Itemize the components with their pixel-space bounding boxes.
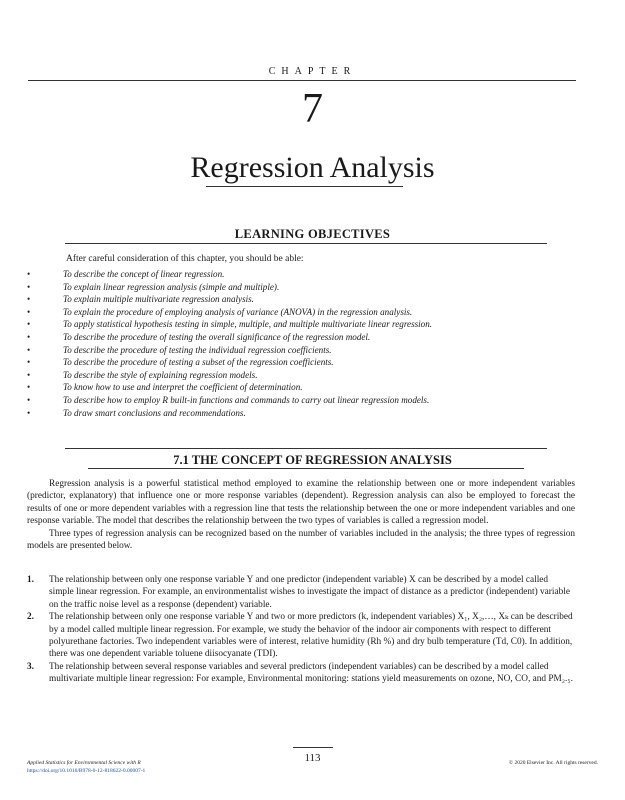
book-title: Applied Statistics for Environmental Science with R: [27, 760, 141, 766]
footer-rule: [293, 747, 333, 748]
footer-citation: [27, 759, 145, 775]
objective-text: To draw smart conclusions and recommendations.: [63, 407, 246, 418]
list-item: [27, 394, 587, 407]
learning-objectives-heading: LEARNING OBJECTIVES: [234, 227, 391, 241]
objective-text: To describe how to employ R built-in functions and commands to carry out linear regression models.: [63, 394, 430, 405]
learning-objectives-rule: [65, 243, 547, 244]
section-rule: [88, 468, 524, 469]
objective-text: To apply statistical hypothesis testing in simple, multiple, and multiple multivariate linear regression.: [63, 319, 433, 330]
list-item: [27, 306, 587, 319]
bullet-icon: •: [27, 319, 31, 330]
list-item: [27, 407, 587, 420]
bullet-icon: •: [27, 306, 31, 317]
copyright: © 2020 Elsevier Inc. All rights reserved.: [508, 760, 598, 766]
objective-text: To describe the procedure of testing the overall significance of the regression model.: [63, 331, 371, 342]
objective-text: To know how to use and interpret the coefficient of determination.: [63, 382, 303, 393]
bullet-icon: •: [27, 331, 31, 342]
paragraph: Regression analysis is a powerful statistical method employed to examine the relationship between one or more independent variables (predictor, explanatory) that influence one or more response variables (dependent). Regression analysis can also be employed to forecast the results of one or more dependent variables with a regression line that tests the relationship between the one or more independent variables and one response variable. The model that describes the relationship between the two types of variables is called a regression model.: [27, 479, 575, 527]
list-item: [27, 331, 587, 344]
objective-text: To describe the procedure of testing the individual regression coefficients.: [63, 344, 332, 355]
bullet-icon: •: [27, 407, 31, 418]
regression-types-list: [27, 574, 575, 686]
list-number: 2.: [27, 612, 34, 623]
list-item: [27, 293, 587, 306]
bullet-icon: •: [27, 369, 31, 380]
list-item: [27, 344, 587, 357]
bullet-icon: •: [27, 382, 31, 393]
objective-text: To explain multiple multivariate regression analysis.: [63, 294, 254, 305]
bullet-icon: •: [27, 269, 31, 279]
objective-text: To describe the concept of linear regression.: [63, 269, 225, 279]
chapter-label: CHAPTER: [268, 66, 357, 77]
list-item: [27, 574, 575, 611]
list-number: 1.: [27, 575, 34, 585]
list-item: [27, 611, 575, 661]
objective-text: To explain the procedure of employing analysis of variance (ANOVA) in the regression analysis.: [63, 306, 413, 317]
objective-text: To describe the style of explaining regression models.: [63, 369, 258, 380]
section-top-rule: [65, 448, 547, 449]
bullet-icon: •: [27, 344, 31, 355]
list-text: The relationship between several response variables and several predictors (independent variables) can be described by a model called multivariate multiple linear regression: For example, Environmental monitoring: stations yield measurements on ozone, NO, CO, and PM₂.₅.: [49, 661, 573, 685]
learning-objectives-list: [27, 268, 587, 419]
list-text: The relationship between only one response variable Y and one predictor (independent variable) X can be described by a model called simple linear regression. For example, an environmentalist wishes to investigate the impact of distance as a predictor (independent) variable on the traffic noise level as a response (dependent) variable.: [49, 575, 570, 610]
list-item: [27, 369, 587, 382]
learning-objectives-intro: After careful consideration of this chapter, you should be able:: [66, 254, 304, 264]
list-text: The relationship between only one response variable Y and two or more predictors (k, independent variables) X₁, X₂,…, Xₖ can be described by a model called multiple linear regression. For example, we study the behavior of the indoor air components with respect to different polyurethane factories. Two independent variables were of interest, relative humidity (Rh %) and dry bulb temperature (Td, C0). In addition, there was one dependent variable toluene diisocyanate (TDI).: [49, 612, 573, 660]
objective-text: To describe the procedure of testing a subset of the regression coefficients.: [63, 357, 334, 368]
chapter-rule: [28, 80, 576, 81]
list-number: 3.: [27, 661, 34, 672]
list-item: [27, 661, 575, 686]
page-number: 113: [304, 752, 321, 764]
list-item: [27, 281, 587, 294]
list-item: [27, 381, 587, 394]
bullet-icon: •: [27, 281, 31, 292]
objective-text: To explain linear regression analysis (simple and multiple).: [63, 281, 280, 292]
list-item: [27, 268, 587, 281]
list-item: [27, 356, 587, 369]
bullet-icon: •: [27, 357, 31, 368]
paragraph: Three types of regression analysis can be recognized based on the number of variables included in the analysis; the three types of regression models are presented below.: [27, 528, 575, 552]
chapter-number: 7: [302, 86, 323, 132]
list-item: [27, 318, 587, 331]
doi-link[interactable]: https://doi.org/10.1016/B978-0-12-818622-0.00007-1: [27, 768, 146, 774]
bullet-icon: •: [27, 394, 31, 405]
section-body: [27, 478, 575, 552]
section-heading: 7.1 THE CONCEPT OF REGRESSION ANALYSIS: [173, 453, 452, 467]
bullet-icon: •: [27, 294, 31, 305]
chapter-title: Regression Analysis: [190, 151, 435, 184]
title-rule: [206, 186, 403, 187]
